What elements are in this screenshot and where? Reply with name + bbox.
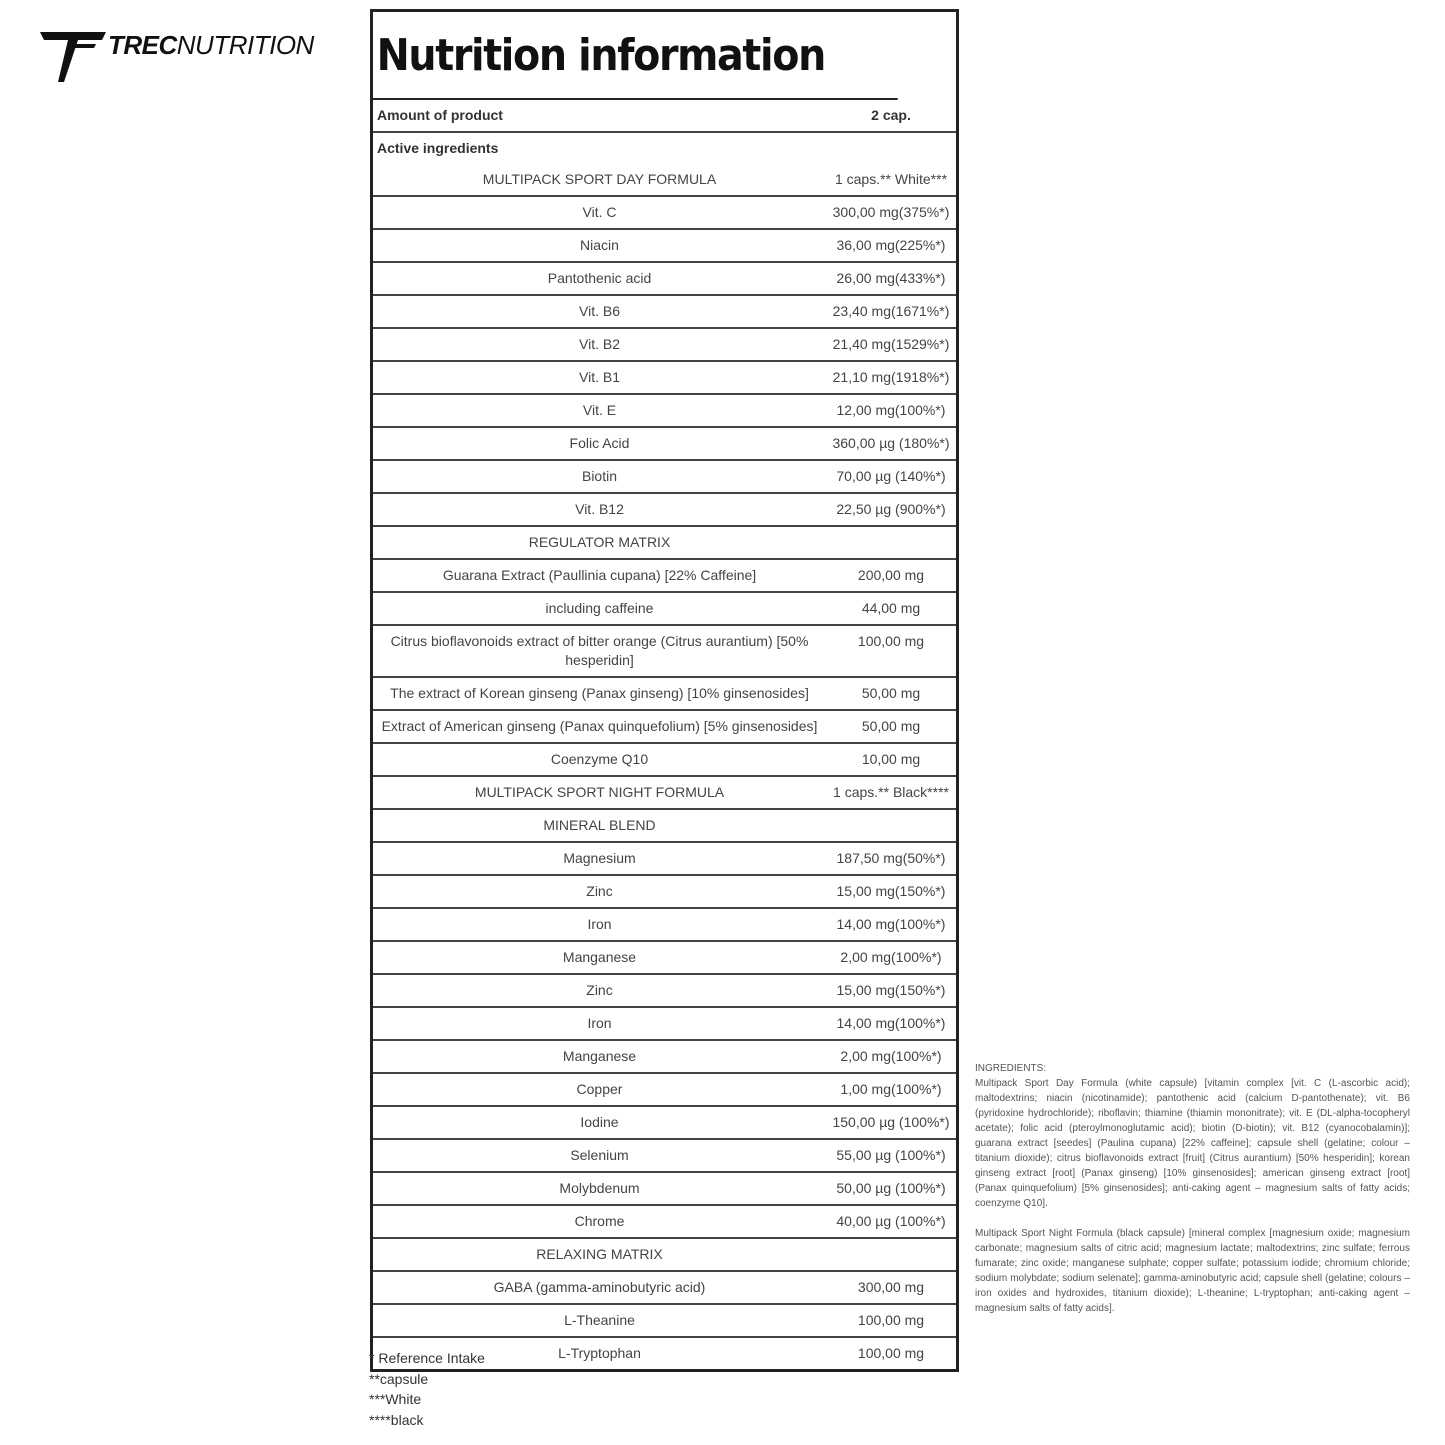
- nutrient-amount: 55,00 µg (100%*): [836, 1147, 946, 1163]
- nutrient-name: Manganese: [562, 1048, 637, 1064]
- table-row: [373, 527, 956, 560]
- nutrient-name: MINERAL BLEND: [543, 817, 656, 833]
- table-row: [373, 1173, 956, 1206]
- nutrient-amount: 150,00 µg (100%*): [832, 1114, 950, 1130]
- nutrient-amount: 200,00 mg: [857, 567, 925, 583]
- nutrient-name: Selenium: [570, 1147, 629, 1163]
- table-row: [373, 263, 956, 296]
- nutrient-name: Amount of product: [377, 107, 503, 123]
- footnotes: [369, 1348, 485, 1430]
- nutrient-amount: 70,00 µg (140%*): [836, 468, 946, 484]
- nutrient-name: The extract of Korean ginseng (Panax ginseng) [10% ginsenosides]: [390, 685, 809, 701]
- table-row: [373, 395, 956, 428]
- table-row: [373, 133, 956, 164]
- brand-wordmark: TRECNUTRITION: [108, 30, 314, 60]
- nutrient-amount: 100,00 mg: [857, 1312, 925, 1328]
- nutrient-amount: 2,00 mg(100%*): [840, 949, 942, 965]
- nutrient-amount: 15,00 mg(150%*): [836, 883, 946, 899]
- nutrient-amount: 21,10 mg(1918%*): [832, 369, 950, 385]
- table-row: [373, 1206, 956, 1239]
- nutrient-name: Magnesium: [563, 850, 636, 866]
- brand-logo: [38, 26, 353, 84]
- nutrient-amount: 100,00 mg: [857, 633, 925, 649]
- table-row: [373, 362, 956, 395]
- nutrient-name: Folic Acid: [569, 435, 630, 451]
- nutrient-name: Guarana Extract (Paullinia cupana) [22% Caffeine]: [442, 567, 757, 583]
- table-row: [373, 626, 956, 678]
- table-row: [373, 1107, 956, 1140]
- table-row: [373, 428, 956, 461]
- table-row: [373, 1041, 956, 1074]
- table-row: [373, 711, 956, 744]
- nutrient-name: Coenzyme Q10: [550, 751, 649, 767]
- ingredients-day: Multipack Sport Day Formula (white capsule) [vitamin complex [vit. C (L-ascorbic acid); maltodextrins; niacin (nicotinamide); pantothenic acid (calcium D-pantothenate); vit. B6 (pyridoxine hydrochloride); riboflavin; thiamine (thiamin mononitrate); vit. E (DL-alpha-tocopheryl acetate); folic acid (pteroylmonoglutamic acid); biotin (D-biotin); vit. B12 (cyanocobalamin)]; guarana extract [seedes] (Paulina cupana) [22% caffeine]; capsule shell (gelatine; colour – titanium dioxide); citrus bioflavonoids extract [fruit] (Citrus aurantium) [50% hesperidin]; korean ginseng extract [root] (Panax ginseng) [10% ginsenosides]; american ginseng extract [root] (Panax quinquefolium) [5% ginsenosides]; anti-caking agent – magnesium salts of fatty acids; coenzyme Q10].: [975, 1078, 1410, 1209]
- ingredients-heading: INGREDIENTS:: [975, 1063, 1047, 1074]
- nutrient-name: Chrome: [574, 1213, 625, 1229]
- nutrient-name: Vit. B12: [575, 501, 624, 517]
- footnote: ***White: [369, 1391, 422, 1407]
- table-row: [373, 678, 956, 711]
- nutrient-name: Copper: [576, 1081, 623, 1097]
- nutrient-name: Vit. B6: [579, 303, 620, 319]
- nutrient-name: Iron: [587, 1015, 612, 1031]
- table-row: [373, 1008, 956, 1041]
- nutrient-name: MULTIPACK SPORT NIGHT FORMULA: [474, 784, 725, 800]
- table-row: [373, 1140, 956, 1173]
- table-row: [373, 1239, 956, 1272]
- nutrient-amount: 2 cap.: [871, 107, 911, 123]
- table-row: [373, 942, 956, 975]
- table-row: [373, 1272, 956, 1305]
- ingredients-night: Multipack Sport Night Formula (black capsule) [mineral complex [magnesium oxide; magnesium carbonate; magnesium salts of citric acid; magnesium lactate; maltodextrins; zinc sulfate; ferrous fumarate; zinc oxide; manganese sulphate; copper sulfate; potassium iodide; chromium chloride; sodium molybdate; sodium selenate]; gamma-aminobutyric acid; capsule shell (gelatine; colours – iron oxides and hydroxides, titanium dioxide); L-theanine; L-tryptophan; anti-caking agent – magnesium salts of fatty acids].: [975, 1228, 1410, 1314]
- nutrient-name: Iron: [587, 916, 612, 932]
- nutrient-amount: 2,00 mg(100%*): [840, 1048, 942, 1064]
- table-row: [373, 164, 956, 197]
- nutrient-amount: 36,00 mg(225%*): [836, 237, 946, 253]
- nutrient-name: GABA (gamma-aminobutyric acid): [493, 1279, 706, 1295]
- nutrient-name: L-Tryptophan: [558, 1345, 641, 1361]
- nutrient-amount: 100,00 mg: [857, 1345, 925, 1361]
- nutrient-amount: 44,00 mg: [861, 600, 921, 616]
- nutrient-amount: 1 caps.** White***: [834, 171, 948, 187]
- nutrient-amount: 10,00 mg: [861, 751, 921, 767]
- nutrient-amount: 21,40 mg(1529%*): [832, 336, 950, 352]
- nutrient-amount: 300,00 mg(375%*): [832, 204, 950, 220]
- table-row: [373, 876, 956, 909]
- table-row: [373, 329, 956, 362]
- nutrient-name: Pantothenic acid: [547, 270, 652, 286]
- nutrient-amount: 12,00 mg(100%*): [836, 402, 946, 418]
- nutrient-name: Vit. B1: [579, 369, 620, 385]
- nutrient-name: Extract of American ginseng (Panax quinquefolium) [5% ginsenosides]: [381, 718, 818, 734]
- nutrient-amount: 50,00 mg: [861, 718, 921, 734]
- nutrient-name: including caffeine: [545, 600, 654, 616]
- nutrient-name: Iodine: [580, 1114, 619, 1130]
- nutrient-amount: 1 caps.** Black****: [833, 784, 949, 800]
- nutrient-name: Manganese: [562, 949, 637, 965]
- table-row: [373, 230, 956, 263]
- nutrient-name: Vit. B2: [579, 336, 620, 352]
- nutrient-amount: 26,00 mg(433%*): [836, 270, 946, 286]
- nutrition-table: [370, 9, 959, 1372]
- nutrient-amount: [826, 810, 956, 841]
- nutrient-amount: 40,00 µg (100%*): [836, 1213, 946, 1229]
- table-row: [373, 1305, 956, 1338]
- nutrient-name: REGULATOR MATRIX: [528, 534, 671, 550]
- nutrient-amount: 360,00 µg (180%*): [832, 435, 950, 451]
- nutrient-name: Vit. C: [582, 204, 617, 220]
- table-row: [373, 296, 956, 329]
- table-row: [373, 197, 956, 230]
- nutrient-amount: 14,00 mg(100%*): [836, 916, 946, 932]
- nutrient-amount: [826, 1239, 956, 1270]
- nutrient-amount: 300,00 mg: [857, 1279, 925, 1295]
- table-row: [373, 843, 956, 876]
- footnote: **capsule: [369, 1370, 429, 1387]
- table-row: [373, 100, 956, 133]
- trec-triangle-icon: [38, 26, 108, 84]
- nutrient-amount: 1,00 mg(100%*): [840, 1081, 942, 1097]
- table-row: [373, 494, 956, 527]
- table-row: [373, 975, 956, 1008]
- ingredients-text: [975, 1061, 1410, 1316]
- table-row: [373, 810, 956, 843]
- nutrient-name: Biotin: [581, 468, 618, 484]
- table-row: [373, 744, 956, 777]
- table-row: [373, 593, 956, 626]
- nutrient-amount: 23,40 mg(1671%*): [832, 303, 950, 319]
- table-row: [373, 1074, 956, 1107]
- nutrient-name: Active ingredients: [377, 140, 499, 156]
- table-row: [373, 461, 956, 494]
- table-row: [373, 560, 956, 593]
- nutrient-amount: 22,50 µg (900%*): [836, 501, 946, 517]
- nutrient-amount: 15,00 mg(150%*): [836, 982, 946, 998]
- nutrient-amount: 187,50 mg(50%*): [836, 850, 946, 866]
- nutrient-amount: 50,00 mg: [861, 685, 921, 701]
- footnote: * Reference Intake: [369, 1350, 485, 1366]
- nutrient-amount: [826, 133, 956, 164]
- nutrient-name: Niacin: [580, 237, 619, 253]
- nutrient-name: L-Theanine: [564, 1312, 635, 1328]
- nutrient-name: MULTIPACK SPORT DAY FORMULA: [482, 171, 717, 187]
- table-row: [373, 777, 956, 810]
- nutrient-amount: [826, 527, 956, 558]
- table-row: [373, 909, 956, 942]
- footnote: ****black: [369, 1411, 424, 1428]
- nutrient-name: Molybdenum: [559, 1180, 640, 1196]
- nutrient-name: Zinc: [586, 883, 613, 899]
- nutrient-name: Citrus bioflavonoids extract of bitter orange (Citrus aurantium) [50% hesperidin]: [390, 633, 809, 668]
- nutrient-name: Vit. E: [582, 402, 617, 418]
- nutrient-amount: 50,00 µg (100%*): [836, 1180, 946, 1196]
- nutrient-name: Zinc: [586, 982, 613, 998]
- nutrient-name: RELAXING MATRIX: [536, 1246, 663, 1262]
- page-title: Nutrition information: [373, 12, 898, 100]
- nutrient-amount: 14,00 mg(100%*): [836, 1015, 946, 1031]
